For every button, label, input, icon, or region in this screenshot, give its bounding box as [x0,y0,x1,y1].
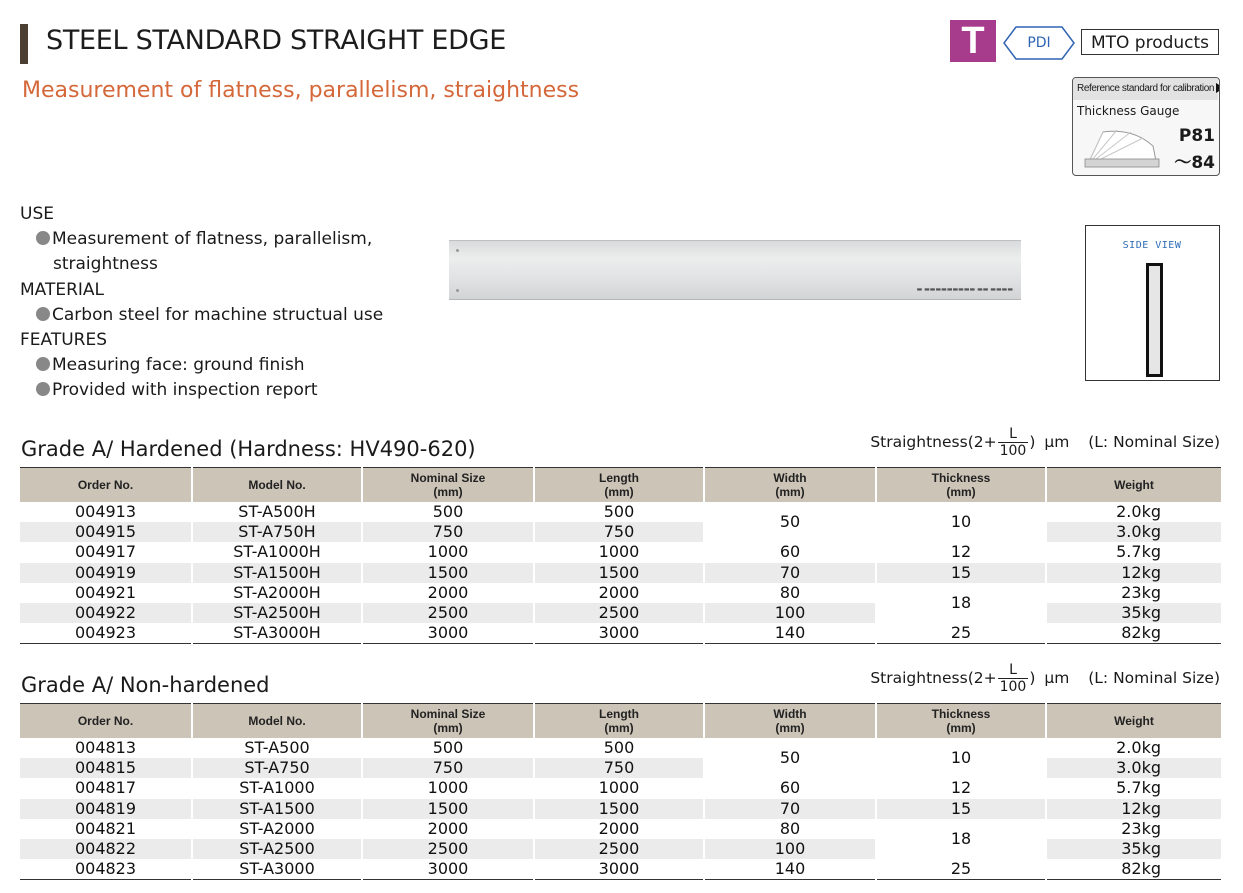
col-unit: (mm) [604,721,634,735]
reference-header-label: Reference standard for calibration [1077,83,1215,94]
nominal-size: 750 [362,522,534,542]
weight: 23kg [1121,582,1161,602]
nominal-size: 500 [362,502,534,522]
col-length-label: Length [599,471,639,485]
formula-note: (L: Nominal Size) [1088,433,1220,451]
nominal-size: 500 [362,738,534,758]
width: 70 [704,563,876,583]
fraction-num: L [998,662,1029,679]
width: 100 [704,603,876,623]
order-no: 004922 [20,603,192,623]
weight: 12kg [1046,563,1221,583]
width: 70 [704,799,876,819]
use-item [20,227,383,252]
nominal-size: 3000 [362,623,534,644]
nominal-size: 1500 [362,563,534,583]
col-unit: (mm) [604,485,634,499]
thickness: 25 [876,623,1046,644]
col-length [534,704,704,739]
model-no: ST-A1000H [192,542,362,562]
thickness: 10 [876,738,1046,778]
model-no: ST-A1000 [192,778,362,798]
weight: 12kg [1046,799,1221,819]
table-row [20,623,1221,644]
nominal-size: 3000 [362,859,534,880]
col-model: Model No. [192,704,362,739]
thickness-gauge-icon [1083,126,1161,168]
weight: 82kg [1121,859,1161,879]
thickness: 18 [876,583,1046,623]
features-heading: FEATURES [20,330,108,351]
length: 3000 [534,859,704,880]
t-badge: T [950,20,996,62]
model-no: ST-A2500H [192,603,362,623]
formula-fraction [998,662,1029,695]
col-nominal [362,468,534,503]
fraction-den: 100 [999,679,1027,695]
model-no: ST-A2500 [192,839,362,859]
reference-page-from: P81 [1178,126,1215,146]
order-no: 004913 [20,502,192,522]
width: 50 [704,738,876,778]
page-subtitle: Measurement of flatness, parallelism, straightness [22,78,580,103]
col-unit: (mm) [946,485,976,499]
nominal-size: 1000 [362,542,534,562]
length: 1500 [534,799,704,819]
use-heading: USE [20,204,54,224]
col-unit: (mm) [433,721,463,735]
table-row [20,778,1221,798]
thickness: 10 [876,502,1046,542]
weight: 23kg [1121,818,1161,838]
model-no: ST-A1500H [192,563,362,583]
col-thickness [876,468,1046,503]
bullet-icon [36,231,50,245]
model-no: ST-A3000H [192,623,362,644]
nominal-size: 1000 [362,778,534,798]
use-line-2: straightness [53,254,158,275]
reference-page-to: 〜84 [1174,153,1215,173]
thickness: 18 [876,819,1046,859]
length: 1500 [534,563,704,583]
table-row [20,563,1221,583]
order-no: 004923 [20,623,192,644]
length: 1000 [534,542,704,562]
model-no: ST-A500H [192,502,362,522]
fraction-num: L [998,426,1029,443]
length: 750 [534,522,704,542]
thickness: 12 [876,542,1046,562]
col-thickness-label: Thickness [931,471,991,485]
weight: 2.0kg [1116,738,1161,758]
nominal-size: 2500 [362,603,534,623]
thickness: 15 [876,563,1046,583]
col-model: Model No. [192,468,362,503]
model-no: ST-A2000H [192,583,362,603]
length: 500 [534,738,704,758]
order-no: 004821 [20,819,192,839]
mounting-hole [456,249,459,252]
length: 1000 [534,778,704,798]
col-width-label: Width [773,471,807,485]
pdi-badge-label: PDI [1027,35,1051,51]
col-nominal-label: Nominal Size [410,471,486,485]
width: 60 [704,542,876,562]
order-no: 004819 [20,799,192,819]
col-order: Order No. [20,704,192,739]
weight: 5.7kg [1116,542,1161,562]
nominal-size: 2000 [362,583,534,603]
order-no: 004917 [20,542,192,562]
material-item [20,303,383,328]
order-no: 004919 [20,563,192,583]
order-no: 004815 [20,758,192,778]
model-no: ST-A1500 [192,799,362,819]
formula-open: (2+ [967,433,997,451]
width: 140 [704,623,876,644]
hardened-spec-table [20,467,1221,644]
width: 80 [704,819,876,839]
length: 3000 [534,623,704,644]
weight: 5.7kg [1116,778,1161,798]
pdi-badge [1002,25,1076,61]
order-no: 004921 [20,583,192,603]
weight: 35kg [1046,603,1221,623]
formula-fraction [998,426,1029,459]
order-no: 004915 [20,522,192,542]
model-no: ST-A750H [192,522,362,542]
nonhardened-spec-table [20,703,1221,880]
nominal-size: 2000 [362,819,534,839]
engraved-marking: ▬ ▬▬▬▬▬▬▬▬▬ ▬▬ ▬▬▬▬ [916,286,1013,293]
col-length [534,468,704,503]
width: 80 [704,583,876,603]
col-thickness [876,704,1046,739]
table-row [20,502,1221,522]
length: 750 [534,758,704,778]
weight: 2.0kg [1116,502,1161,522]
feature-text-2: Provided with inspection report [52,380,318,401]
hardened-section-title: Grade A/ Hardened (Hardness: HV490-620) [21,437,476,461]
nonhardened-section-title: Grade A/ Non-hardened [21,673,270,697]
order-no: 004817 [20,778,192,798]
width: 50 [704,502,876,542]
weight: 82kg [1121,623,1161,643]
use-line-1: Measurement of flatness, parallelism, [52,229,373,250]
formula-unit: μm [1044,433,1070,451]
bullet-icon [36,357,50,371]
description [20,202,383,404]
col-nominal-label: Nominal Size [410,707,486,721]
length: 2000 [534,583,704,603]
col-width [704,468,876,503]
length: 2500 [534,839,704,859]
length: 2000 [534,819,704,839]
nominal-size: 750 [362,758,534,778]
mounting-hole [456,289,459,292]
table-row [20,738,1221,758]
length: 2500 [534,603,704,623]
material-text: Carbon steel for machine structual use [52,304,384,325]
table-row [20,542,1221,562]
table-header-row [20,468,1221,503]
col-length-label: Length [599,707,639,721]
reference-item: Thickness Gauge [1077,104,1180,118]
thickness: 12 [876,778,1046,798]
col-weight: Weight [1046,704,1221,739]
width: 100 [704,839,876,859]
weight: 35kg [1046,839,1221,859]
side-view-diagram [1085,225,1220,381]
col-width [704,704,876,739]
nominal-size: 1500 [362,799,534,819]
straightness-label: Straightness [870,433,968,451]
fraction-den: 100 [999,443,1027,459]
order-no: 004813 [20,738,192,758]
weight: 3.0kg [1046,522,1221,542]
feature-item [20,353,383,378]
model-no: ST-A2000 [192,819,362,839]
title-accent-bar [20,24,28,64]
thickness: 15 [876,799,1046,819]
reference-header [1073,78,1218,100]
col-unit: (mm) [775,485,805,499]
straightness-formula [870,426,1220,459]
straightness-formula [870,662,1220,695]
table-row [20,859,1221,880]
width: 140 [704,859,876,880]
mto-products-badge: MTO products [1081,29,1219,55]
thickness: 25 [876,859,1046,880]
table-header-row [20,704,1221,739]
model-no: ST-A3000 [192,859,362,880]
table-row [20,819,1221,839]
feature-item [20,378,383,403]
weight: 3.0kg [1046,758,1221,778]
straight-edge-product-image [449,240,1021,300]
nominal-size: 2500 [362,839,534,859]
straightness-label: Straightness [870,669,968,687]
bullet-icon [36,382,50,396]
side-view-profile [1146,263,1163,377]
model-no: ST-A750 [192,758,362,778]
col-nominal [362,704,534,739]
model-no: ST-A500 [192,738,362,758]
col-thickness-label: Thickness [931,707,991,721]
col-unit: (mm) [946,721,976,735]
col-unit: (mm) [433,485,463,499]
arrow-right-icon [1216,83,1220,93]
length: 500 [534,502,704,522]
formula-close: ) [1029,433,1036,451]
width: 60 [704,778,876,798]
material-heading: MATERIAL [20,279,105,300]
col-unit: (mm) [775,721,805,735]
formula-open: (2+ [967,669,997,687]
formula-unit: μm [1044,669,1070,687]
reference-standard-box[interactable] [1072,77,1220,176]
order-no: 004823 [20,859,192,880]
col-order: Order No. [20,468,192,503]
table-row [20,583,1221,603]
feature-text-1: Measuring face: ground finish [52,355,305,376]
col-width-label: Width [773,707,807,721]
page-title: STEEL STANDARD STRAIGHT EDGE [46,25,506,56]
order-no: 004822 [20,839,192,859]
bullet-icon [36,307,50,321]
side-view-label: SIDE VIEW [1122,240,1182,251]
col-weight: Weight [1046,468,1221,503]
table-row [20,799,1221,819]
formula-note: (L: Nominal Size) [1088,669,1220,687]
formula-close: ) [1029,669,1036,687]
